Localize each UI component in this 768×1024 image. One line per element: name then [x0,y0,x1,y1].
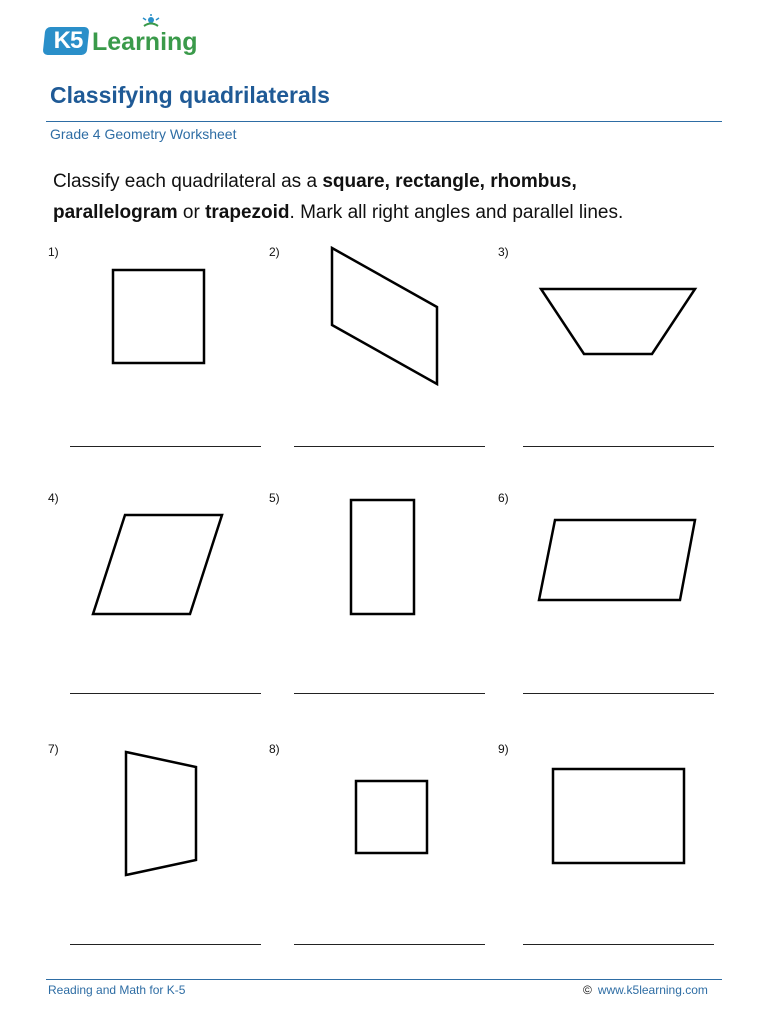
instructions-term-2: parallelogram [53,202,178,223]
problem-number-7: 7) [48,742,59,756]
problem-number-5: 5) [269,491,280,505]
footer-website [583,983,708,997]
problem-number-8: 8) [269,742,280,756]
instructions-tail: . Mark all right angles and parallel lines. [289,202,624,223]
logo-mark: K5 [53,27,83,54]
rectangle-shape [553,769,684,863]
page-title: Classifying quadrilaterals [50,82,330,108]
problem-number-1: 1) [48,245,59,259]
problem-number-4: 4) [48,491,59,505]
instructions-lead: Classify each quadrilateral as a [53,171,323,192]
instructions-term-3: trapezoid [205,202,290,223]
footer-url[interactable]: www.k5learning.com [597,983,708,997]
problem-number-2: 2) [269,245,280,259]
footer-divider [46,979,722,980]
answer-line-9[interactable] [523,944,714,945]
logo-name: Learning [92,28,198,56]
footer-tagline: Reading and Math for K-5 [48,983,186,997]
page-subtitle: Grade 4 Geometry Worksheet [50,126,237,142]
problem-number-9: 9) [498,742,509,756]
copyright-symbol: © [583,983,592,997]
instructions-term-1: square, rectangle, rhombus, [322,171,577,192]
problem-number-3: 3) [498,245,509,259]
problem-number-6: 6) [498,491,509,505]
instructions-or: or [177,202,206,223]
